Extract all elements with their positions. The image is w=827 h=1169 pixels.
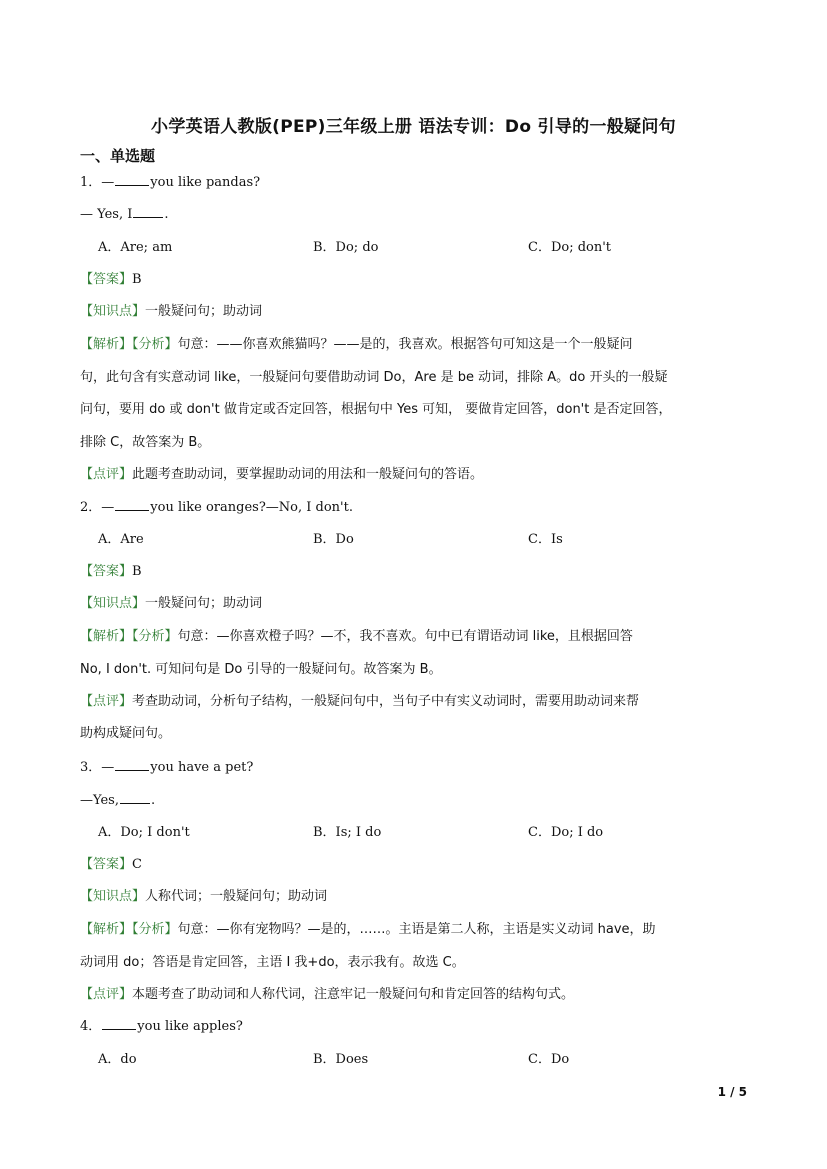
q2-answer: [80, 562, 142, 582]
section-heading: 一、单选题: [80, 147, 156, 165]
answer-blank: [102, 1017, 136, 1030]
q3-reply-end: .: [150, 793, 156, 808]
answer-value: B: [132, 564, 142, 579]
comment-text: 本题考查了助动词和人称代词，注意牢记一般疑问句和肯定回答的结构句式。: [132, 987, 575, 1002]
answer-label: 【答案】: [80, 564, 133, 579]
q3-analysis-line-1: [80, 920, 656, 940]
q1-stem: [80, 173, 260, 193]
question-number: 2．: [80, 500, 102, 515]
q1-comment: [80, 465, 483, 485]
q3-analysis-line-2: 动词用 do；答语是肯定回答，主语 I 我+do，表示我有。故选 C。: [80, 955, 465, 970]
q1-analysis-line-1: [80, 335, 633, 355]
q4-option-c: C．Do: [528, 1052, 570, 1067]
comment-label: 【点评】: [80, 987, 133, 1002]
analysis-label: 【解析】【分析】: [80, 629, 178, 644]
q2-text: you like oranges?—No, I don't.: [150, 500, 353, 515]
q2-comment-line-2: 助构成疑问句。: [80, 726, 172, 741]
q1-option-b: B．Do; do: [313, 240, 379, 255]
q2-option-c: C．Is: [528, 532, 563, 547]
q3-stem: [80, 758, 253, 778]
q2-comment: [80, 692, 639, 712]
q4-option-a: A．do: [98, 1052, 137, 1067]
q1-reply: [80, 205, 169, 225]
q3-option-c: C．Do; I do: [528, 825, 604, 840]
answer-blank: [115, 498, 149, 511]
analysis-text: 句意：—你有宠物吗？—是的，……。主语是第二人称，主语是实义动词 have，助: [177, 922, 656, 937]
q2-analysis-line-1: [80, 627, 633, 647]
page-number: 1 / 5: [717, 1085, 747, 1099]
q2-knowledge-point: [80, 594, 262, 614]
q1-reply-end: .: [164, 207, 169, 222]
answer-value: B: [132, 272, 142, 287]
q1-option-a: A．Are; am: [98, 240, 173, 255]
answer-blank: [133, 205, 163, 218]
answer-blank: [115, 758, 149, 771]
q2-analysis-line-2: No, I don't. 可知问句是 Do 引导的一般疑问句。故答案为 B。: [80, 662, 442, 677]
analysis-text: 句意：——你喜欢熊猫吗？——是的，我喜欢。根据答句可知这是一个一般疑问: [177, 337, 633, 352]
q4-option-b: B．Does: [313, 1052, 369, 1067]
q1-reply-text: — Yes, I: [80, 207, 133, 222]
knowledge-point-label: 【知识点】: [80, 304, 146, 319]
knowledge-point-label: 【知识点】: [80, 596, 146, 611]
q1-analysis-line-3: 问句，要用 do 或 don't 做肯定或否定回答，根据句中 Yes 可知， 要做肯定回答，don't 是否定回答，: [80, 402, 672, 417]
answer-blank: [120, 791, 150, 804]
q3-text: you have a pet?: [150, 760, 254, 775]
q3-knowledge-point: [80, 887, 327, 907]
q2-dash: —: [101, 500, 115, 515]
comment-label: 【点评】: [80, 467, 133, 482]
comment-label: 【点评】: [80, 694, 133, 709]
analysis-text: 句意：—你喜欢橙子吗？—不，我不喜欢。句中已有谓语动词 like，且根据回答: [177, 629, 633, 644]
q1-analysis-line-4: 排除 C，故答案为 B。: [80, 435, 211, 450]
q4-stem: [80, 1017, 243, 1037]
q3-option-a: A．Do; I don't: [98, 825, 190, 840]
q1-analysis-line-2: 句，此句含有实意动词 like，一般疑问句要借助动词 Do，Are 是 be 动词，排除 A。do 开头的一般疑: [80, 370, 668, 385]
q1-text: you like pandas?: [150, 175, 261, 190]
q4-text: you like apples?: [137, 1019, 243, 1034]
knowledge-point-text: 一般疑问句；助动词: [145, 596, 263, 611]
q3-option-b: B．Is; I do: [313, 825, 382, 840]
q2-option-b: B．Do: [313, 532, 354, 547]
question-number: 1．: [80, 175, 102, 190]
comment-text: 此题考查助动词，要掌握助动词的用法和一般疑问句的答语。: [132, 467, 484, 482]
q1-answer: [80, 270, 142, 290]
page-title: 小学英语人教版(PEP)三年级上册 语法专训：Do 引导的一般疑问句: [151, 117, 676, 137]
q3-dash: —: [101, 760, 115, 775]
analysis-label: 【解析】【分析】: [80, 337, 178, 352]
q3-reply: [80, 791, 155, 811]
knowledge-point-text: 人称代词；一般疑问句；助动词: [145, 889, 328, 904]
q1-option-c: C．Do; don't: [528, 240, 612, 255]
comment-text: 考查助动词，分析句子结构，一般疑问句中，当句子中有实义动词时，需要用助动词来帮: [132, 694, 640, 709]
q3-comment: [80, 985, 574, 1005]
q3-reply-text: —Yes,: [80, 793, 119, 808]
knowledge-point-label: 【知识点】: [80, 889, 146, 904]
answer-label: 【答案】: [80, 857, 133, 872]
q1-dash: —: [101, 175, 115, 190]
answer-blank: [115, 173, 149, 186]
q2-stem: [80, 498, 353, 518]
q1-knowledge-point: [80, 302, 262, 322]
q3-answer: [80, 855, 142, 875]
question-number: 3．: [80, 760, 102, 775]
knowledge-point-text: 一般疑问句；助动词: [145, 304, 263, 319]
question-number: 4．: [80, 1019, 102, 1034]
analysis-label: 【解析】【分析】: [80, 922, 178, 937]
q2-option-a: A．Are: [98, 532, 144, 547]
answer-value: C: [132, 857, 142, 872]
answer-label: 【答案】: [80, 272, 133, 287]
